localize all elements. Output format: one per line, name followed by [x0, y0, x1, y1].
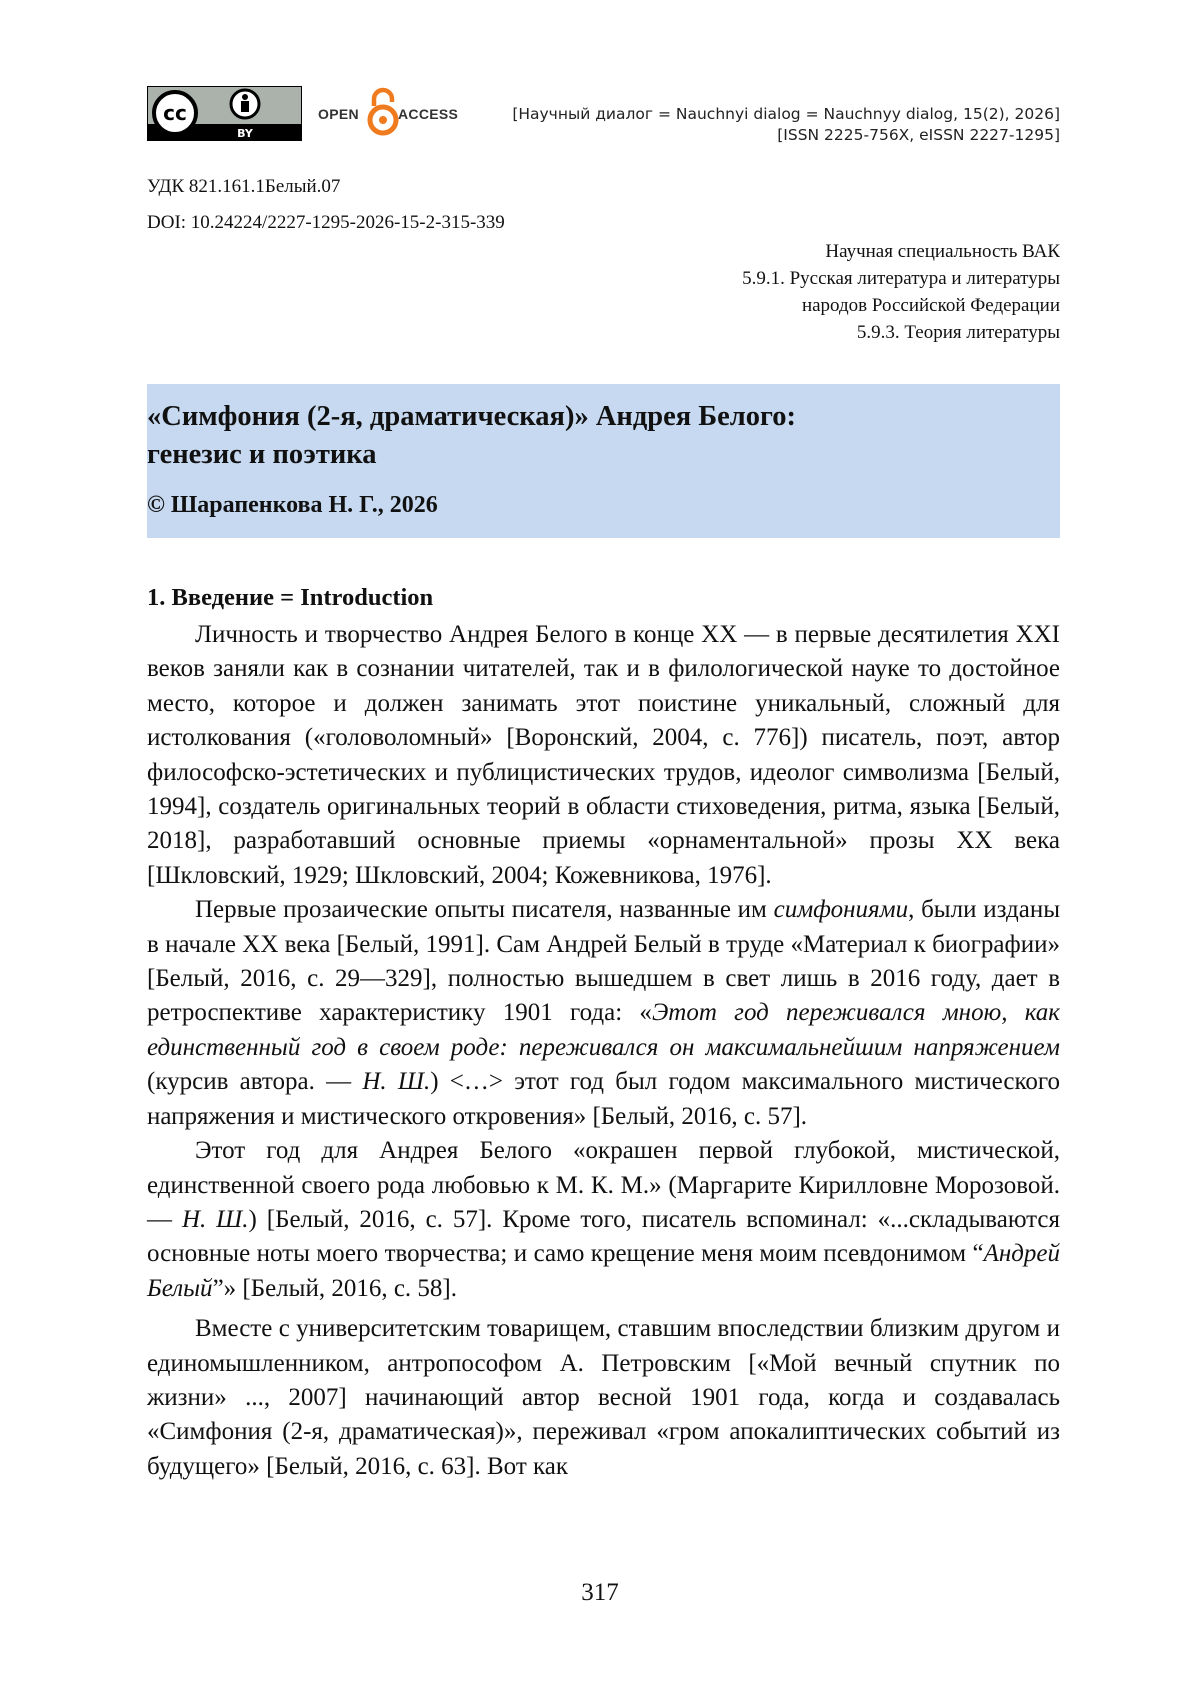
article-title	[147, 398, 1027, 474]
journal-citation	[512, 104, 1060, 146]
text-run: , были изданы в начале XX века [Белый, 1991]. Сам Андрей Белый в труде «Материал к биографии» [Белый, 2016, с. 29—329], полностью вышедшем в свет лишь в 2016 году, дает в ретроспективе характеристику 1901 года: «	[147, 896, 1060, 1027]
title-line: генезис и поэтика	[147, 439, 377, 470]
open-lock-icon	[370, 90, 396, 133]
paragraph-1: Личность и творчество Андрея Белого в конце XX — в первые десятилетия XXI веков заняли как в сознании читателей, так и в филологической науке то достойное место, которое и должен занимать этот поистине уникальный, сложный для истолкования («головоломный» [Воронский, 2004, с. 776]) писатель, поэт, автор философско-эстетических и публицистических трудов, идеолог символизма [Белый, 1994], создатель оригинальных теорий в области стиховедения, ритма, языка [Белый, 2018], разработавший основные приемы «орнаментальной» прозы XX века [Шкловский, 1929; Шкловский, 2004; Кожевникова, 1976].	[147, 621, 1060, 889]
open-access-logo	[318, 86, 460, 138]
text-run: Первые прозаические опыты писателя, названные им	[195, 896, 774, 924]
paragraph-2	[147, 893, 1060, 1134]
text-run: ) [Белый, 2016, с. 57]. Кроме того, писатель вспоминал: «...складываются основные ноты моего творчества; и само крещение меня моим псевдонимом “	[147, 1205, 1060, 1268]
text-run: Этот год для Андрея Белого «окрашен первой глубокой, мистической, единственной своего рода любовью к М. К. М.» (Маргарите Кирилловне Морозовой. —	[147, 1137, 1060, 1233]
vak-specialty	[742, 238, 1060, 346]
by-label: BY	[237, 127, 253, 140]
text-run: (курсив автора. —	[147, 1068, 363, 1096]
italic-quote: Этот год переживался мною, как единственный год в своем роде: переживался он максимальнейшим напряжением	[147, 999, 1061, 1061]
cc-by-license-icon[interactable]	[147, 86, 302, 141]
text-run: ) <…> этот год был годом максимального мистического напряжения и мистического откровения» [Белый, 2016, с. 57].	[147, 1068, 1060, 1130]
doi-link[interactable]: DOI: 10.24224/2227-1295-2026-15-2-315-339	[147, 212, 505, 233]
section-heading: 1. Введение = Introduction	[147, 584, 434, 611]
paragraph-4: Вместе с университетским товарищем, ставшим впоследствии близким другом и единомышленником, антропософом А. Петровским [«Мой вечный спутник по жизни» ..., 2007] начинающий автор весной 1901 года, когда и создавалась «Симфония (2-я, драматическая)», переживал «гром апокалиптических событий из будущего» [Белый, 2016, с. 63]. Вот как	[147, 1315, 1060, 1480]
article-body	[147, 618, 1060, 1484]
italic-pseudonym: Андрей Белый	[147, 1240, 1060, 1302]
vak-line: 5.9.3. Теория литературы	[856, 322, 1060, 343]
italic-run: симфониями	[773, 896, 909, 924]
open-access-left-text: OPEN	[318, 106, 359, 122]
journal-citation-line: [Научный диалог = Nauchnyi dialog = Nauchnyy dialog, 15(2), 2026]	[512, 105, 1060, 123]
udk-code: УДК 821.161.1Белый.07	[147, 176, 341, 197]
cc-label: cc	[163, 101, 187, 125]
italic-initials: Н. Ш.	[362, 1068, 431, 1096]
text-run: ”» [Белый, 2016, с. 58].	[212, 1274, 458, 1302]
italic-initials: Н. Ш.	[181, 1205, 249, 1233]
journal-issn-line: [ISSN 2225-756X, eISSN 2227-1295]	[777, 126, 1060, 144]
title-line: «Симфония (2-я, драматическая)» Андрея Белого:	[147, 401, 797, 432]
open-access-right-text: ACCESS	[398, 106, 459, 122]
vak-line: народов Российской Федерации	[801, 295, 1060, 316]
page-number: 317	[581, 1579, 619, 1606]
vak-line: Научная специальность ВАК	[825, 241, 1060, 262]
vak-line: 5.9.1. Русская литература и литературы	[742, 268, 1060, 289]
author-copyright: © Шарапенкова Н. Г., 2026	[147, 492, 438, 518]
title-block	[147, 384, 1060, 538]
paragraph-3	[147, 1134, 1060, 1306]
